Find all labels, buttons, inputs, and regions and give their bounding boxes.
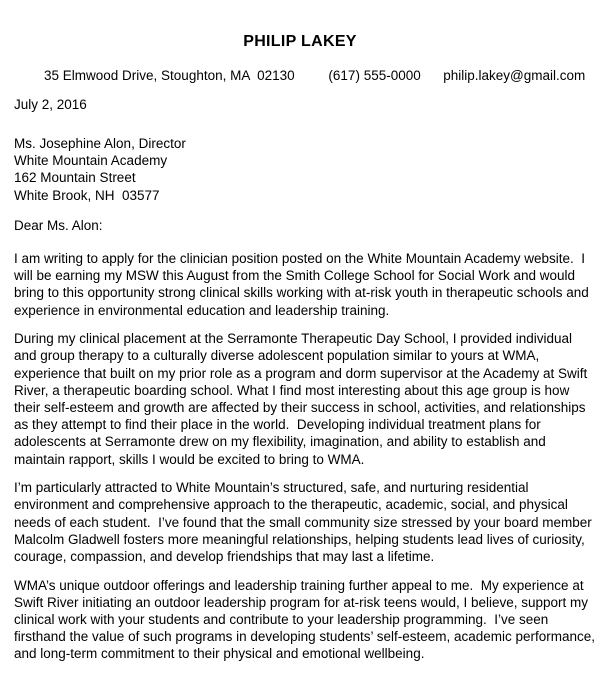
recipient-address (14, 135, 186, 204)
recipient-line: Ms. Josephine Alon, Director (14, 136, 186, 151)
paragraph-line: Swift River initiating an outdoor leadership program for at-risk teens would, I believe, support my (14, 594, 589, 610)
paragraph-line: I’m particularly attracted to White Mountain’s structured, safe, and nurturing residential (14, 480, 529, 496)
letter-date: July 2, 2016 (14, 97, 87, 112)
paragraph-line: and long-term commitment to their physical and emotional wellbeing. (14, 646, 425, 662)
paragraph-line: as they attempt to find their place in the world. Developing individual treatment plans for (14, 417, 541, 433)
paragraph-line: will be earning my MSW this August from the Smith College School for Social Work and would (14, 268, 575, 284)
letter-name: PHILIP LAKEY (243, 33, 357, 50)
paragraph-line: Malcolm Gladwell fosters more meaningful relationships, helping students lead lives of curiosity, (14, 531, 585, 547)
recipient-line: White Brook, NH 03577 (14, 187, 160, 203)
paragraph-line: firsthand the value of such programs in developing students’ self-esteem, academic performance, (14, 629, 596, 645)
salutation: Dear Ms. Alon: (14, 218, 103, 233)
paragraph (14, 330, 594, 468)
paragraph-line: adolescents at Serramonte drew on my flexibility, imagination, and ability to establish and (14, 434, 546, 450)
paragraph-line: experience that built on my prior role as a program and dorm supervisor at the Academy at Swift (14, 365, 588, 381)
paragraph-line: bring to this opportunity strong clinical skills working with at-risk youth in therapeutic schools and (14, 285, 589, 301)
paragraph-line: During my clinical placement at the Serramonte Therapeutic Day School, I provided individual (14, 331, 573, 347)
paragraph-line: clinical work with your students and contribute to your leadership programming. I’ve seen (14, 612, 549, 628)
paragraph (14, 250, 594, 319)
contact-address: 35 Elmwood Drive, Stoughton, MA 02130 (44, 68, 295, 83)
letter-body (14, 250, 594, 674)
paragraph-line: needs of each student. I’ve found that the small community size stressed by your board member (14, 514, 592, 530)
paragraph-line: experience in environmental education and leadership training. (14, 302, 390, 318)
recipient-line: White Mountain Academy (14, 153, 168, 169)
paragraph-line: their self-esteem and growth are affected by their success in school, activities, and relationships (14, 400, 586, 416)
paragraph-line: WMA’s unique outdoor offerings and leadership training further appeal to me. My experience at (14, 577, 584, 593)
paragraph-line: courage, compassion, and develop friendships that may last a lifetime. (14, 549, 435, 565)
paragraph-line: I am writing to apply for the clinician position posted on the White Mountain Academy website. I (14, 251, 586, 266)
paragraph (14, 577, 594, 663)
contact-line (44, 68, 585, 83)
paragraph (14, 479, 594, 565)
paragraph-line: environment and comprehensive approach to the therapeutic, academic, social, and physical (14, 497, 568, 513)
contact-email: philip.lakey@gmail.com (443, 68, 586, 83)
paragraph-line: and group therapy to a culturally diverse adolescent population similar to yours at WMA, (14, 348, 540, 364)
contact-phone: (617) 555-0000 (328, 68, 421, 83)
paragraph-line: maintain rapport, skills I would be excited to bring to WMA. (14, 451, 365, 467)
recipient-line: 162 Mountain Street (14, 170, 136, 186)
paragraph-line: River, a therapeutic boarding school. What I find most interesting about this age group is how (14, 382, 570, 398)
